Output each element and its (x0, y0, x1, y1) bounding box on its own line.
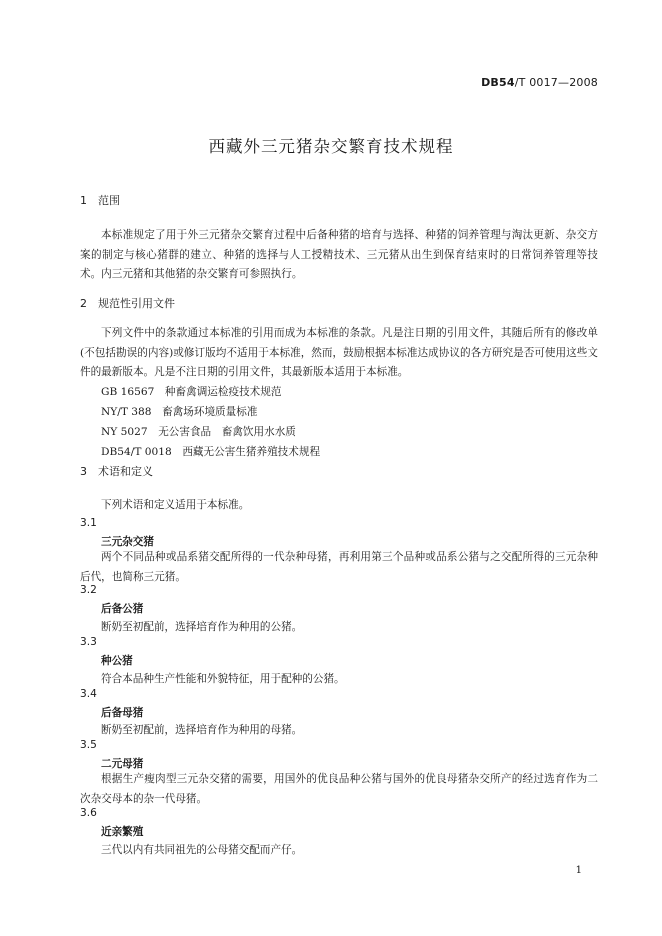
terms-intro: 下列术语和定义适用于本标准。 (101, 499, 250, 511)
term-definition: 三代以内有共同祖先的公母猪交配而产仔。 (101, 844, 303, 856)
section-title: 规范性引用文件 (98, 297, 175, 310)
term-definition: 断奶至初配前，选择培育作为种用的母猪。 (101, 724, 303, 736)
scope-paragraph: 本标准规定了用于外三元猪杂交繁育过程中后备种猪的培育与选择、种猪的饲养管理与淘汰更新、杂交方案的制定与核心猪群的建立、种猪的选择与人工授精技术、三元猪从出生到保育结束时的日常饲养管理等技术。内三元猪和其他猪的杂交繁育可参照执行。 (80, 229, 598, 281)
reference-item (101, 424, 296, 439)
reference-item (101, 404, 257, 419)
reference-code: NY 5027 (101, 426, 148, 438)
standard-code-rest: /T 0017—2008 (514, 76, 598, 89)
page-number: 1 (575, 865, 582, 876)
term-number: 3.2 (80, 584, 97, 596)
term-title: 种公猪 (101, 655, 133, 667)
term-number: 3.6 (80, 807, 97, 819)
term-definition: 两个不同品种或品系猪交配所得的一代杂种母猪，再利用第三个品种或品系公猪与之交配所得的三元杂种后代，也简称三元猪。 (80, 551, 598, 583)
section-number: 2 (80, 297, 87, 310)
section-number: 1 (80, 194, 87, 207)
reference-item (101, 384, 281, 399)
reference-item (101, 444, 320, 459)
section-heading-references (80, 295, 175, 311)
standard-code-prefix: DB54 (481, 76, 515, 89)
reference-code: NY/T 388 (101, 406, 152, 418)
term-title: 三元杂交猪 (101, 536, 154, 548)
term-title: 后备公猪 (101, 603, 144, 615)
section-title: 范围 (98, 194, 120, 207)
reference-title: 西藏无公害生猪养殖技术规程 (182, 446, 321, 458)
term-number: 3.1 (80, 517, 97, 529)
reference-code: DB54/T 0018 (101, 446, 172, 458)
reference-title: 畜禽场环境质量标准 (162, 406, 258, 418)
section-heading-scope (80, 192, 120, 208)
term-number: 3.5 (80, 739, 97, 751)
term-title: 后备母猪 (101, 707, 144, 719)
reference-title: 种畜禽调运检疫技术规范 (164, 386, 282, 398)
references-paragraph: 下列文件中的条款通过本标准的引用而成为本标准的条款。凡是注日期的引用文件，其随后所有的修改单(不包括勘误的内容)或修订版均不适用于本标准，然而，鼓励根据本标准达成协议的各方研究是否可使用这些文件的最新版本。凡是不注日期的引用文件，其最新版本适用于本标准。 (80, 327, 598, 379)
section-title: 术语和定义 (98, 465, 153, 478)
reference-code: GB 16567 (101, 386, 155, 398)
term-definition: 根据生产瘦肉型三元杂交猪的需要，用国外的优良品种公猪与国外的优良母猪杂交所产的经过选育作为二次杂交母本的杂一代母猪。 (80, 773, 598, 805)
term-number: 3.3 (80, 636, 97, 648)
term-title: 二元母猪 (101, 758, 144, 770)
term-title: 近亲繁殖 (101, 826, 144, 838)
term-number: 3.4 (80, 688, 97, 700)
section-heading-terms (80, 463, 153, 479)
document-title: 西藏外三元猪杂交繁育技术规程 (208, 137, 454, 156)
term-definition: 断奶至初配前，选择培育作为种用的公猪。 (101, 621, 303, 633)
section-number: 3 (80, 465, 87, 478)
standard-code (481, 76, 598, 89)
reference-title: 无公害食品 畜禽饮用水水质 (158, 426, 296, 438)
term-definition: 符合本品种生产性能和外貌特征，用于配种的公猪。 (101, 673, 345, 685)
